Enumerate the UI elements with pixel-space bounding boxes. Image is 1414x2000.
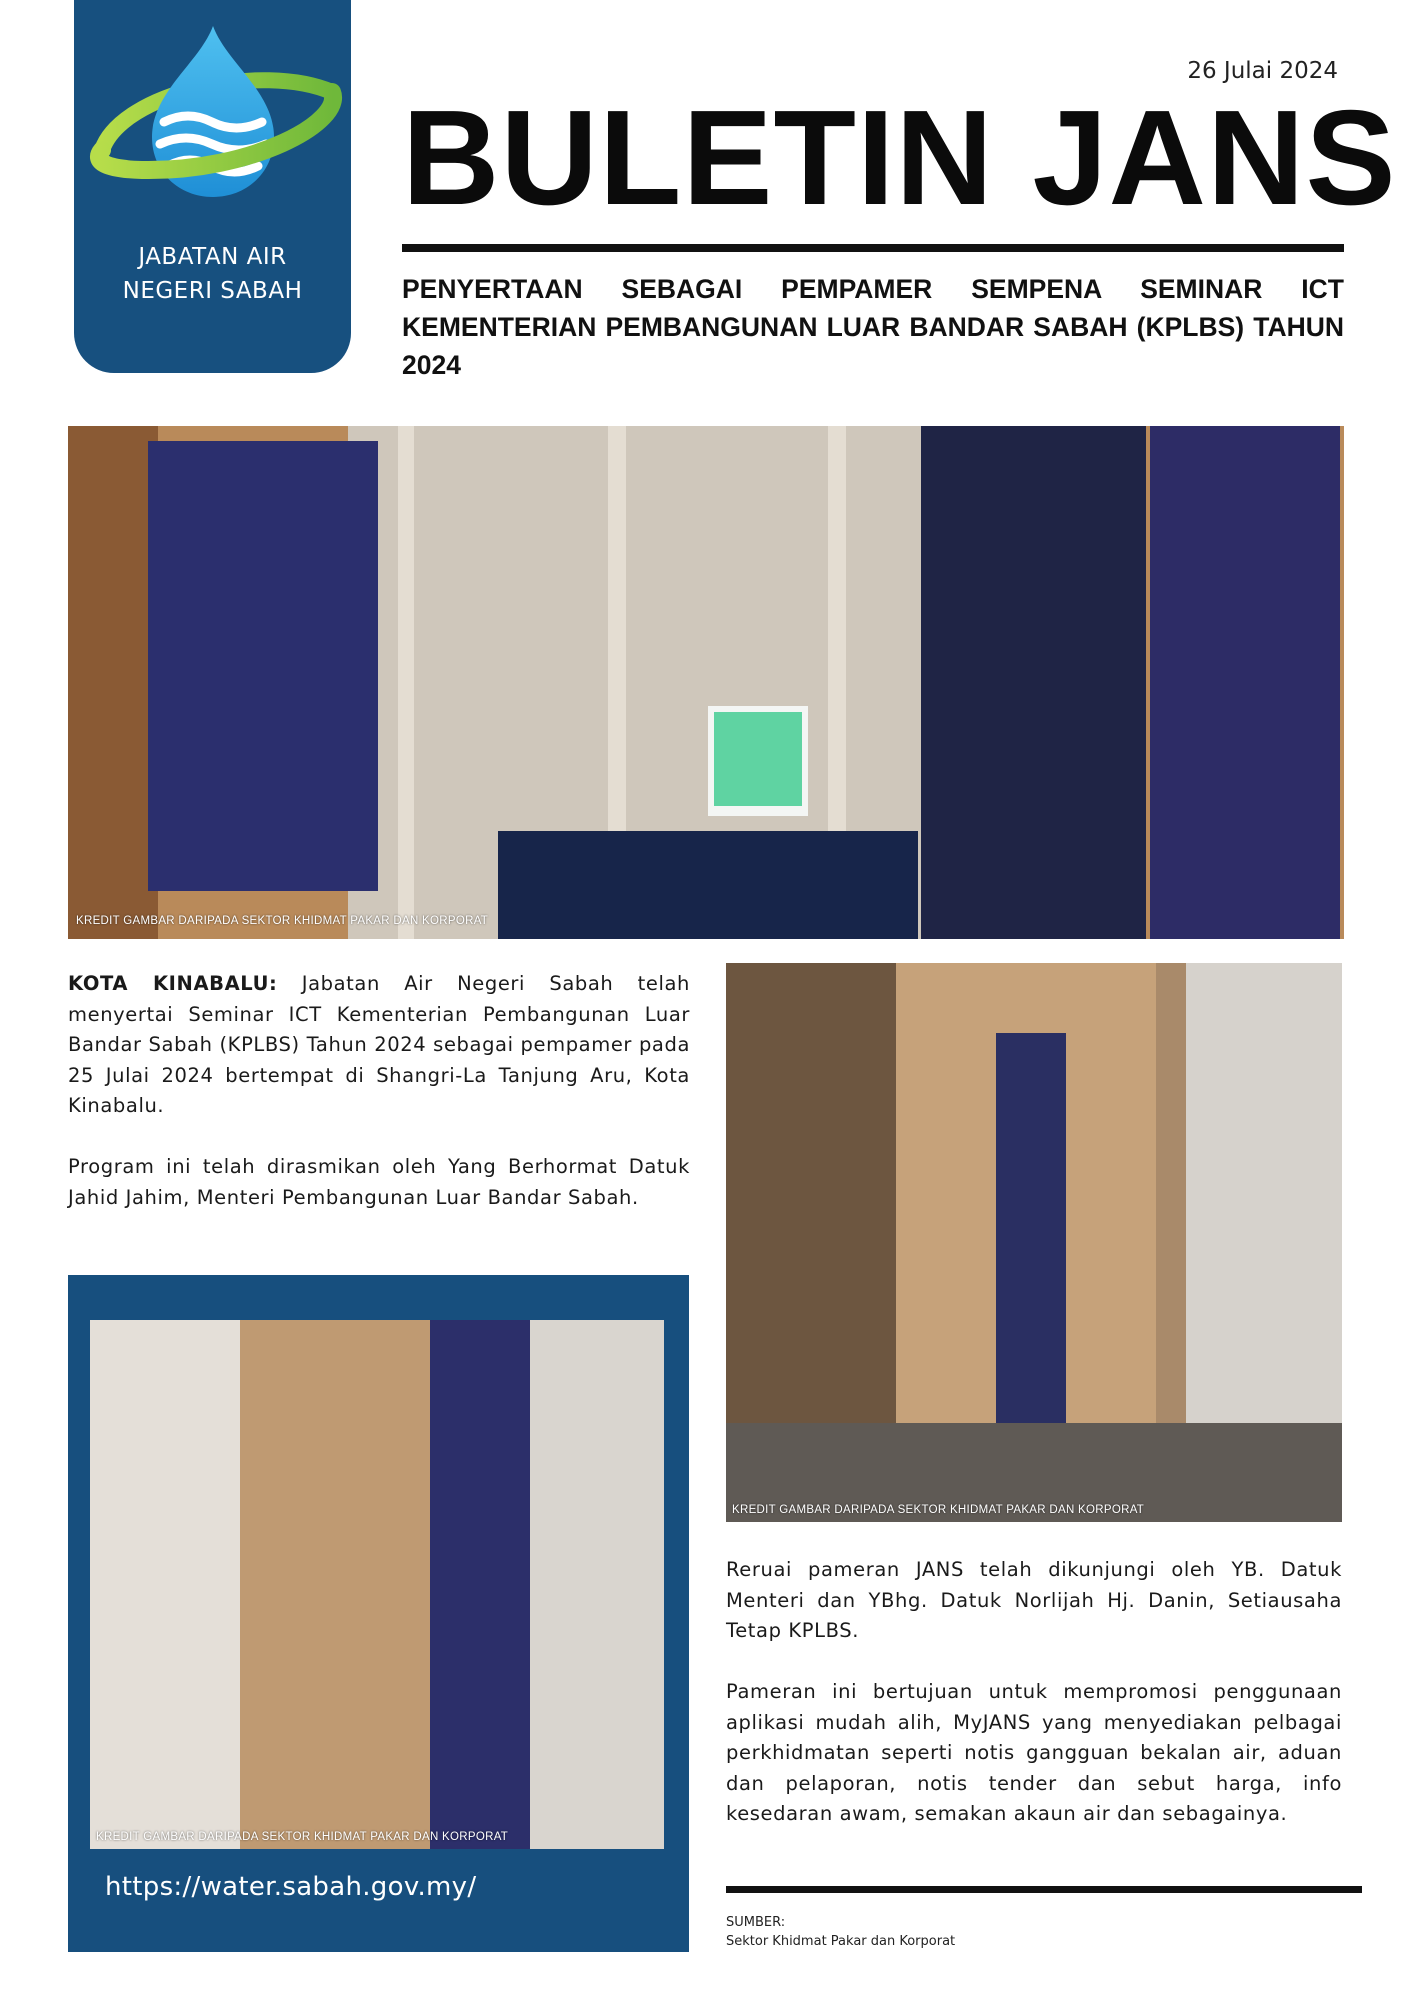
article-lead-text: Jabatan Air Negeri Sabah telah menyertai Seminar ICT Kementerian Pembangunan Luar Bandar Sabah (KPLBS) Tahun 2024 sebagai pempamer pada 25 Julai 2024 bertempat di Shangri-La Tanjung Aru, Kota Kinabalu.	[68, 972, 691, 1117]
website-link[interactable]: https://water.sabah.gov.my/	[105, 1872, 477, 1902]
organization-name-line1: JABATAN AIR	[138, 244, 287, 270]
source-value: Sektor Khidmat Pakar dan Korporat	[726, 1934, 956, 1949]
logo-panel	[74, 0, 351, 373]
article-headline: PENYERTAAN SEBAGAI PEMPAMER SEMPENA SEMINAR ICT KEMENTERIAN PEMBANGUNAN LUAR BANDAR SABAH (KPLBS) TAHUN 2024	[402, 274, 1344, 380]
article-paragraph-4: Pameran ini bertujuan untuk mempromosi penggunaan aplikasi mudah alih, MyJANS yang menyediakan pelbagai perkhidmatan seperti notis gangguan bekalan air, aduan dan pelaporan, notis tender dan sebut harga, info kesedaran awam, semakan akaun air dan sebagainya.	[726, 1680, 1342, 1825]
organization-name	[74, 240, 351, 308]
article-right-column	[726, 1555, 1342, 1860]
right-photo-credit: KREDIT GAMBAR DARIPADA SEKTOR KHIDMAT PAKAR DAN KORPORAT	[732, 1504, 1145, 1516]
bulletin-masthead: BULETIN JANS	[402, 82, 1397, 233]
article-left-column	[68, 969, 690, 1244]
article-paragraph-2: Program ini telah dirasmikan oleh Yang Berhormat Datuk Jahid Jahim, Menteri Pembangunan Luar Bandar Sabah.	[68, 1155, 690, 1209]
organization-name-line2: NEGERI SABAH	[122, 278, 303, 304]
presentation-photo-illustration	[726, 963, 1342, 1522]
main-photo-credit: KREDIT GAMBAR DARIPADA SEKTOR KHIDMAT PAKAR DAN KORPORAT	[76, 915, 489, 927]
booth-photo-illustration	[68, 426, 1344, 939]
document-presentation-photo	[726, 963, 1342, 1522]
footer-divider	[726, 1886, 1362, 1893]
source-label: SUMBER:	[726, 1915, 786, 1930]
left-photo-credit: KREDIT GAMBAR DARIPADA SEKTOR KHIDMAT PAKAR DAN KORPORAT	[96, 1831, 509, 1843]
article-paragraph-3: Reruai pameran JANS telah dikunjungi oleh YB. Datuk Menteri dan YBhg. Datuk Norlijah Hj. Danin, Setiausaha Tetap KPLBS.	[726, 1558, 1342, 1642]
header-divider	[402, 244, 1344, 252]
article-dateline: KOTA KINABALU:	[68, 972, 278, 995]
jans-water-drop-logo	[82, 22, 344, 222]
exhibition-booth-group-photo	[68, 426, 1344, 939]
article-lead-paragraph	[68, 969, 690, 1122]
booth-visit-illustration	[90, 1320, 664, 1849]
issue-date: 26 Julai 2024	[1187, 58, 1338, 84]
booth-visit-photo	[90, 1320, 664, 1849]
